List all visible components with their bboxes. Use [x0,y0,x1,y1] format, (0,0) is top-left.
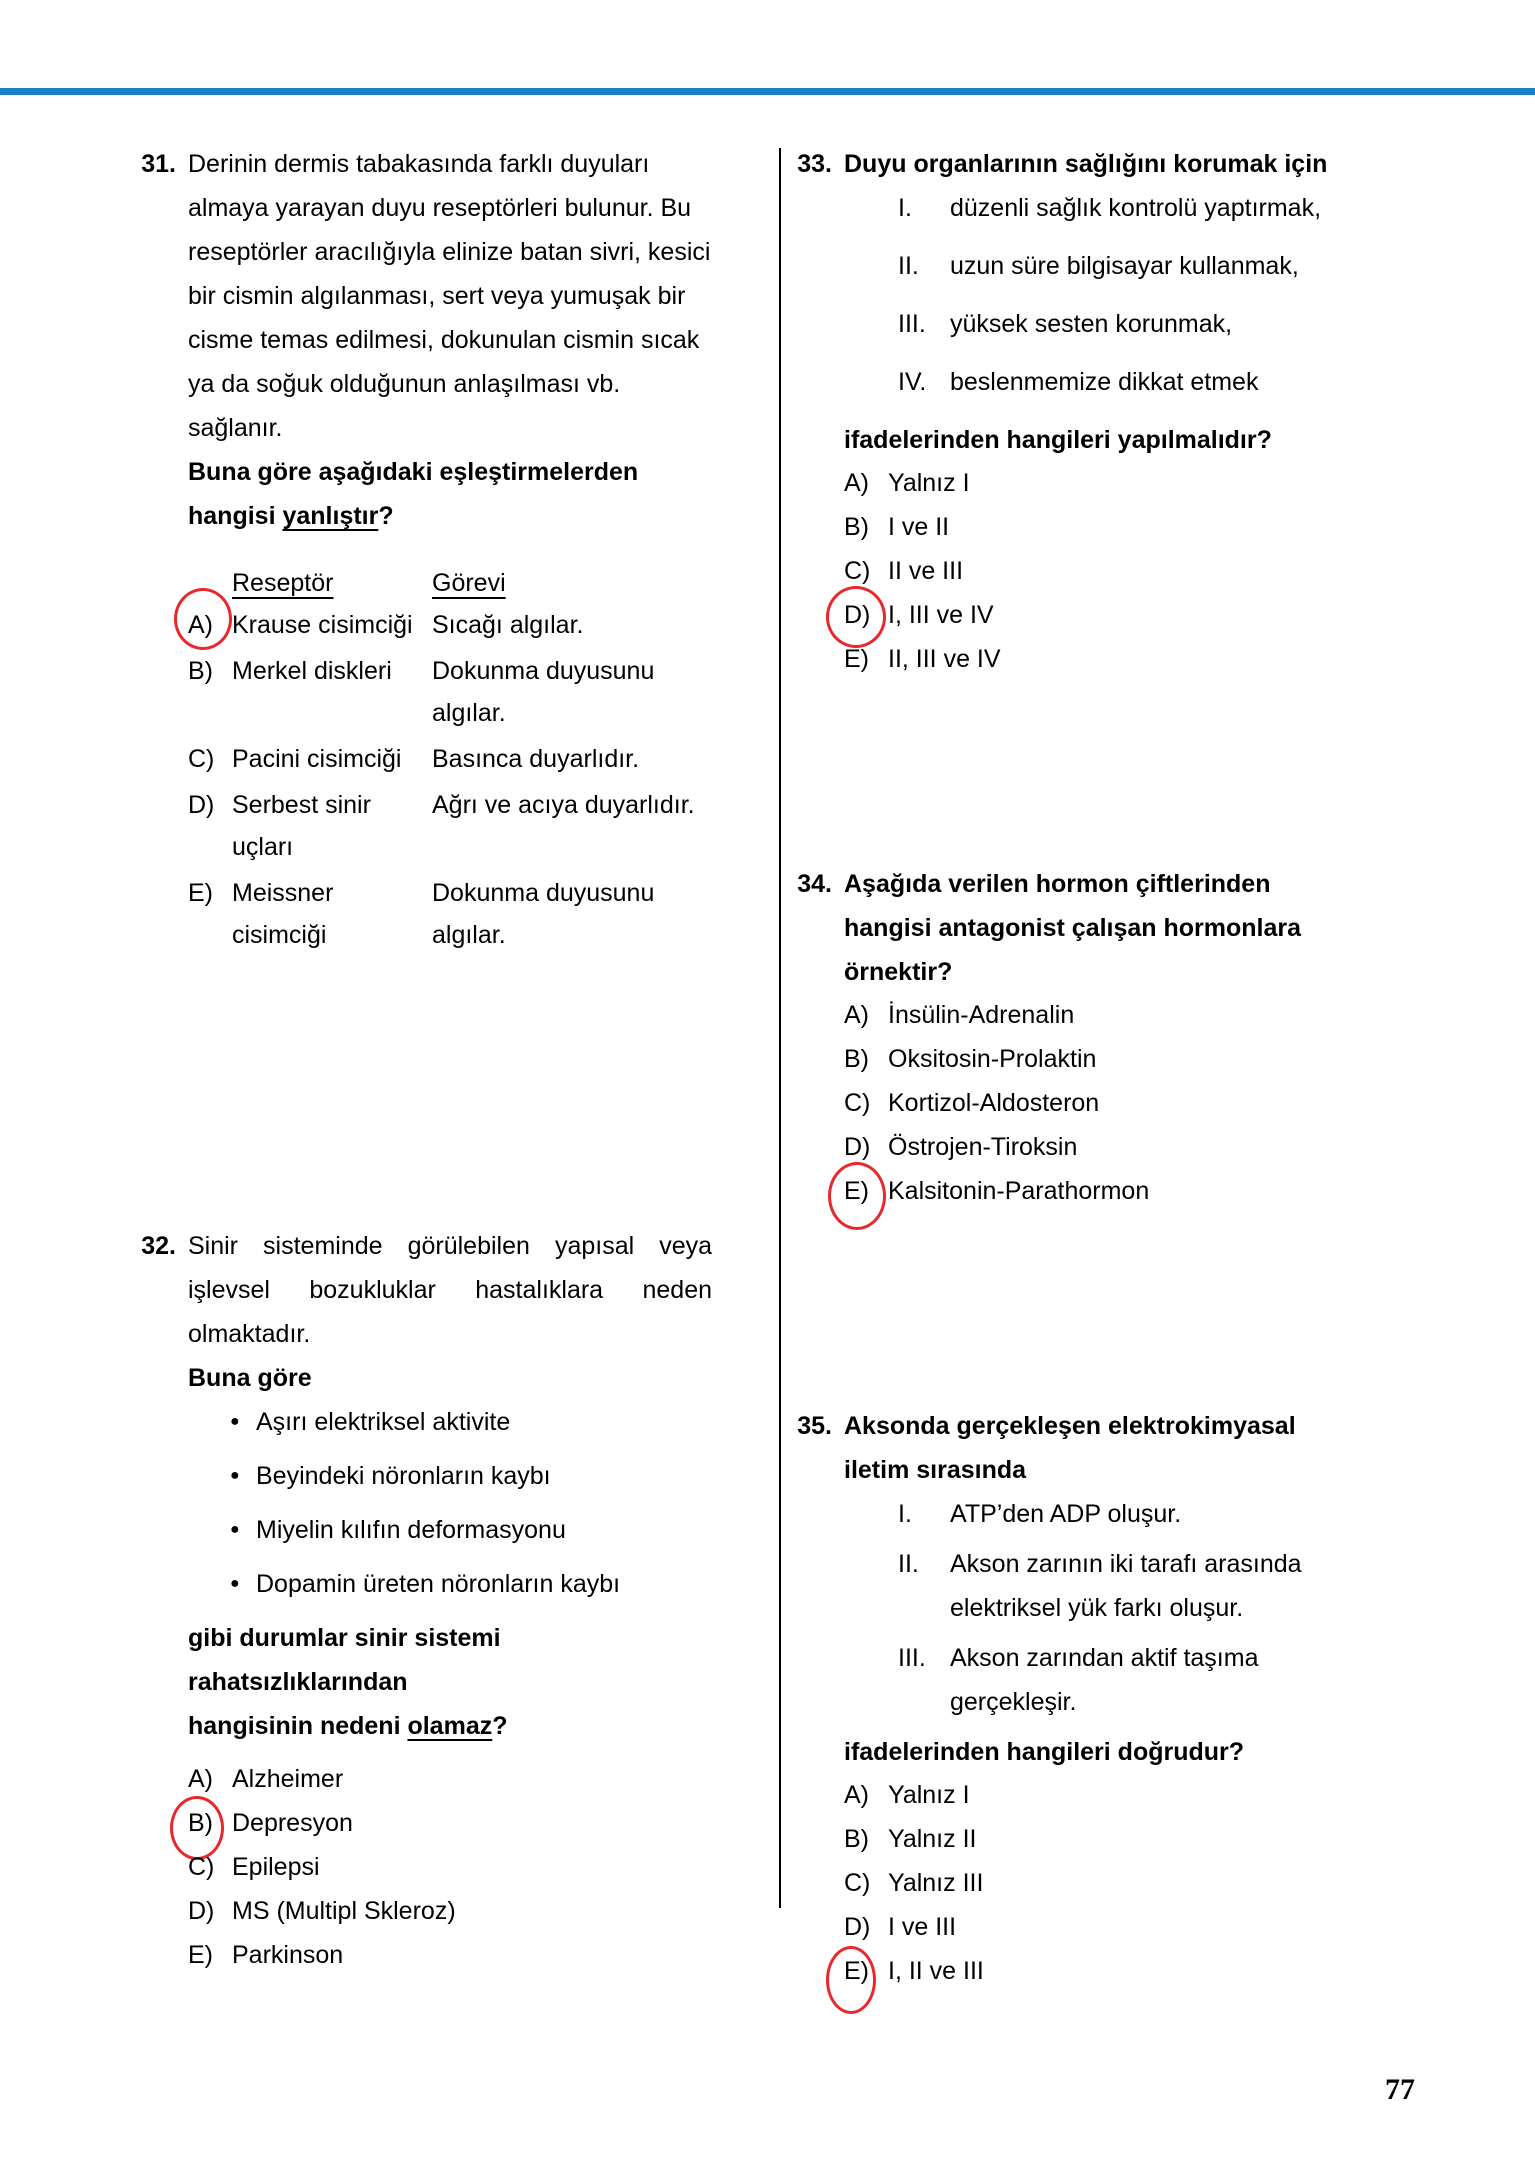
option-text-a: Yalnız I [888,1781,970,1809]
option-text-e: I, II ve III [888,1957,984,1985]
option-row-b[interactable] [844,1818,1340,1860]
option-text-b: Oksitosin-Prolaktin [888,1045,1097,1073]
option-role-a: Sıcağı algılar. [432,611,584,639]
option-row-d[interactable] [844,1126,1340,1168]
item-text: beslenmemize dikkat etmek [950,368,1259,396]
question-33-stem: Duyu organlarının sağlığını korumak için [844,150,1328,178]
question-35 [796,1404,1340,1994]
question-35-items [844,1492,1340,1724]
question-35-number: 35. [797,1412,832,1440]
option-letter-e: E) [844,1177,869,1205]
option-row-e[interactable] [844,638,1340,680]
question-35-prompt: ifadelerinden hangileri doğrudur? [844,1738,1245,1766]
option-row-d[interactable] [188,1890,712,1932]
question-31-stem: Derinin dermis tabakasında farklı duyuları almaya yarayan duyu reseptörleri bulunur. Bu reseptörler aracılığıyla elinize batan sivri, kesici bir cismin algılanması, sert veya yumuşak bir cisme temas edilmesi, dokunulan cismin sıcak ya da soğuk olduğunun anlaşılması vb. sağlanır. [188,150,711,442]
list-item [898,186,1340,230]
option-text-b: I ve II [888,513,950,541]
option-text-c: Epilepsi [232,1853,320,1881]
option-text-c: Kortizol-Aldosteron [888,1089,1100,1117]
question-35-options [844,1774,1340,1992]
prompt-post: ? [378,502,394,530]
question-33-options [844,462,1340,680]
option-row-a[interactable] [844,462,1340,504]
option-row-d[interactable] [844,594,1340,636]
option-row-e[interactable] [844,1950,1340,1992]
option-text-e: II, III ve IV [888,645,1001,673]
option-row-e[interactable] [188,1934,712,1976]
option-text-a: Yalnız I [888,469,970,497]
option-text-d: Östrojen-Tiroksin [888,1133,1078,1161]
question-32-bullets [188,1400,712,1606]
question-32 [140,1224,712,1978]
list-item [898,1542,1340,1630]
list-item [898,360,1340,404]
option-row-b[interactable] [188,650,712,734]
option-text-d: I ve III [888,1913,957,1941]
question-columns [140,142,1400,1994]
question-31-prompt [188,450,712,538]
list-item: ● Dopamin üreten nöronların kaybı [230,1562,712,1606]
right-column [740,142,1340,1994]
item-text: Akson zarından aktif taşıma gerçekleşir. [950,1644,1259,1716]
option-row-c[interactable] [844,1082,1340,1124]
question-32-prompt-line2 [188,1704,712,1748]
option-letter-d: D) [844,1913,871,1941]
option-row-c[interactable] [188,738,712,780]
option-row-a[interactable] [188,1758,712,1800]
list-item [898,1492,1340,1536]
option-letter-d: D) [844,601,871,629]
option-letter-e: E) [188,879,213,907]
option-row-a[interactable] [188,604,712,646]
question-34 [796,862,1340,1214]
option-letter-b: B) [188,1809,213,1837]
question-31-prompt-line1: Buna göre aşağıdaki eşleştirmelerden [188,458,639,486]
option-letter-e: E) [844,1957,869,1985]
option-row-e[interactable] [844,1170,1340,1212]
option-row-e[interactable] [188,872,712,956]
question-32-options [188,1758,712,1976]
option-receptor-e: Meissner cisimciği [232,879,334,949]
list-item: ● Beyindeki nöronların kaybı [230,1454,712,1498]
option-receptor-b: Merkel diskleri [232,657,392,685]
option-letter-b: B) [188,657,213,685]
option-text-d: MS (Multipl Skleroz) [232,1897,456,1925]
match-header-role: Görevi [432,569,506,597]
match-table-header [232,562,712,604]
question-34-stem: Aşağıda verilen hormon çiftlerinden hangisi antagonist çalışan hormonlara örnektir? [844,870,1302,986]
item-numeral: I. [898,1500,912,1528]
item-numeral: III. [898,310,926,338]
question-34-number: 34. [797,870,832,898]
question-31-match-table [188,562,712,956]
option-receptor-a: Krause cisimciği [232,611,413,639]
question-31 [140,142,712,960]
option-text-b: Depresyon [232,1809,353,1837]
option-row-c[interactable] [844,550,1340,592]
question-31-prompt-line2 [188,494,712,538]
option-role-c: Basınca duyarlıdır. [432,745,640,773]
option-role-b: Dokunma duyusunu algılar. [432,657,655,727]
option-text-d: I, III ve IV [888,601,994,629]
option-row-b[interactable] [188,1802,712,1844]
list-item: ● Aşırı elektriksel aktivite [230,1400,712,1444]
list-item [898,1636,1340,1724]
item-numeral: III. [898,1644,926,1672]
option-role-d: Ağrı ve acıya duyarlıdır. [432,791,695,819]
item-text: Akson zarının iki tarafı arasında elektriksel yük farkı oluşur. [950,1550,1302,1622]
option-row-c[interactable] [188,1846,712,1888]
left-column [140,142,740,1994]
item-text: uzun süre bilgisayar kullanmak, [950,252,1299,280]
prompt-underlined: yanlıştır [282,502,379,530]
option-text-a: İnsülin-Adrenalin [888,1001,1075,1029]
option-row-c[interactable] [844,1862,1340,1904]
option-letter-c: C) [844,557,871,585]
option-letter-a: A) [844,469,869,497]
option-text-a: Alzheimer [232,1765,344,1793]
page-number: 77 [1385,2073,1415,2106]
question-32-stem: Sinir sisteminde görülebilen yapısal veya işlevsel bozukluklar hastalıklara neden olmaktadır. [188,1232,712,1348]
item-numeral: II. [898,252,919,280]
question-32-number: 32. [141,1232,176,1260]
prompt-underlined: olamaz [407,1712,493,1740]
question-33-prompt: ifadelerinden hangileri yapılmalıdır? [844,426,1272,454]
question-32-prompt [188,1616,712,1748]
prompt-post: ? [492,1712,508,1740]
option-letter-c: C) [844,1869,871,1897]
item-numeral: II. [898,1550,919,1578]
question-31-number: 31. [141,150,176,178]
option-letter-a: A) [188,611,213,639]
prompt-pre: hangisi [188,502,283,530]
option-letter-d: D) [188,791,215,819]
question-32-stem-bold: Buna göre [188,1364,312,1392]
question-35-stem: Aksonda gerçekleşen elektrokimyasal iletim sırasında [844,1412,1296,1484]
item-text: düzenli sağlık kontrolü yaptırmak, [950,194,1322,222]
item-numeral: IV. [898,368,927,396]
option-letter-a: A) [188,1765,213,1793]
question-33 [796,142,1340,682]
question-34-options [844,994,1340,1212]
option-letter-d: D) [844,1133,871,1161]
prompt-pre: hangisinin nedeni [188,1712,408,1740]
option-letter-e: E) [844,645,869,673]
option-text-c: II ve III [888,557,964,585]
option-row-b[interactable] [844,1038,1340,1080]
option-row-d[interactable] [188,784,712,868]
item-text: yüksek sesten korunmak, [950,310,1233,338]
option-receptor-c: Pacini cisimciği [232,745,402,773]
option-text-b: Yalnız II [888,1825,977,1853]
item-text: ATP’den ADP oluşur. [950,1500,1182,1528]
option-text-c: Yalnız III [888,1869,984,1897]
option-text-e: Parkinson [232,1941,344,1969]
option-letter-a: A) [844,1781,869,1809]
option-letter-d: D) [188,1897,215,1925]
item-numeral: I. [898,194,912,222]
option-row-a[interactable] [844,1774,1340,1816]
option-row-b[interactable] [844,506,1340,548]
option-letter-b: B) [844,1045,869,1073]
question-32-prompt-line1: gibi durumlar sinir sistemi rahatsızlıklarından [188,1624,501,1696]
question-33-number: 33. [797,150,832,178]
option-role-e: Dokunma duyusunu algılar. [432,879,655,949]
list-item [898,302,1340,346]
option-letter-c: C) [188,1853,215,1881]
option-letter-c: C) [844,1089,871,1117]
option-row-a[interactable] [844,994,1340,1036]
option-letter-a: A) [844,1001,869,1029]
match-header-receptor: Reseptör [232,569,334,597]
option-letter-c: C) [188,745,215,773]
option-row-d[interactable] [844,1906,1340,1948]
list-item: ● Miyelin kılıfın deformasyonu [230,1508,712,1552]
option-text-e: Kalsitonin-Parathormon [888,1177,1150,1205]
option-letter-b: B) [844,1825,869,1853]
header-rule [0,88,1535,95]
list-item [898,244,1340,288]
option-receptor-d: Serbest sinir uçları [232,791,371,861]
option-letter-b: B) [844,513,869,541]
question-33-items [844,186,1340,404]
option-letter-e: E) [188,1941,213,1969]
